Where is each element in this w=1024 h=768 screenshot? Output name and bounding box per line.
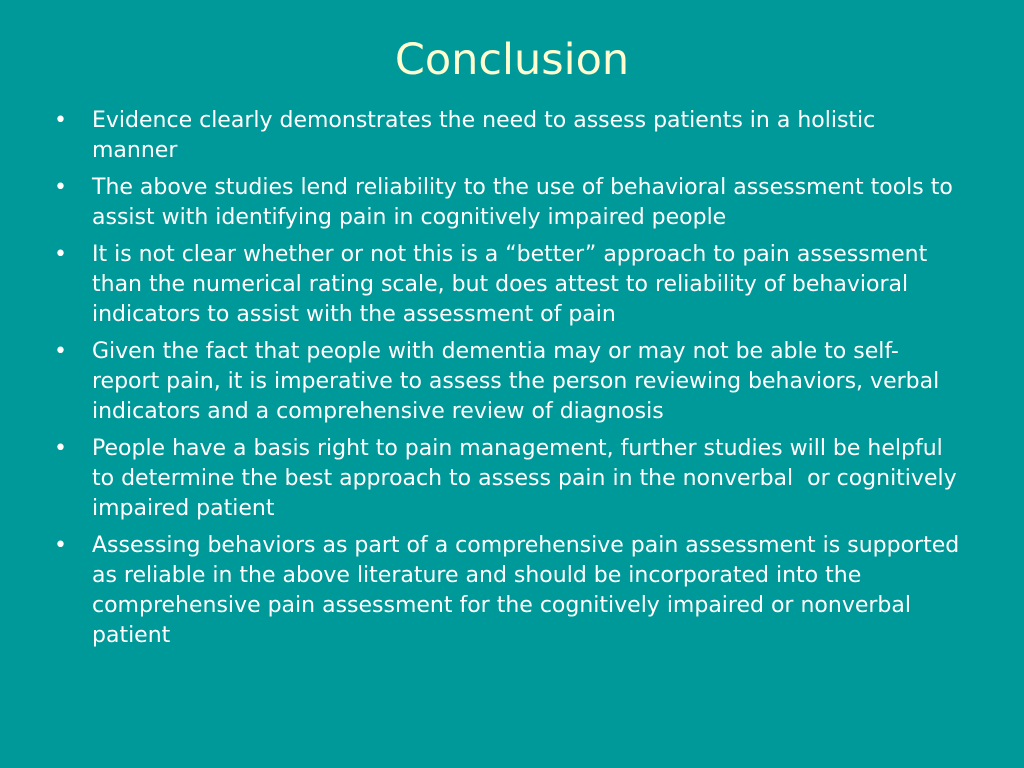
list-item xyxy=(50,106,965,166)
bullet-text: It is not clear whether or not this is a “better” approach to pain assessment than the numerical rating scale, but does attest to reliability of behavioral indicators to assist with the assessment of pain xyxy=(92,242,935,327)
list-item xyxy=(50,434,965,524)
slide-title: Conclusion xyxy=(394,35,630,85)
bullet-icon: • xyxy=(54,108,67,133)
bullet-icon: • xyxy=(54,533,67,558)
list-item xyxy=(50,337,965,427)
bullet-text: Given the fact that people with dementia may or may not be able to self-report pain, it is imperative to assess the person reviewing behaviors, verbal indicators and a comprehensive review of diagnosis xyxy=(92,339,947,424)
bullet-text: Evidence clearly demonstrates the need to assess patients in a holistic manner xyxy=(92,108,883,163)
bullet-text: People have a basis right to pain management, further studies will be helpful to determine the best approach to assess pain in the nonverbal or cognitively impaired patient xyxy=(92,436,964,521)
bullet-text: Assessing behaviors as part of a comprehensive pain assessment is supported as reliable in the above literature and should be incorporated into the comprehensive pain assessment for the cognitively impaired or nonverbal patient xyxy=(92,533,967,648)
bullet-icon: • xyxy=(54,339,67,364)
list-item xyxy=(50,173,965,233)
bullet-text: The above studies lend reliability to the use of behavioral assessment tools to assist with identifying pain in cognitively impaired people xyxy=(92,175,960,230)
list-item xyxy=(50,531,965,651)
bullet-icon: • xyxy=(54,242,67,267)
bullet-list xyxy=(50,106,965,658)
list-item xyxy=(50,240,965,330)
bullet-icon: • xyxy=(54,175,67,200)
bullet-icon: • xyxy=(54,436,67,461)
